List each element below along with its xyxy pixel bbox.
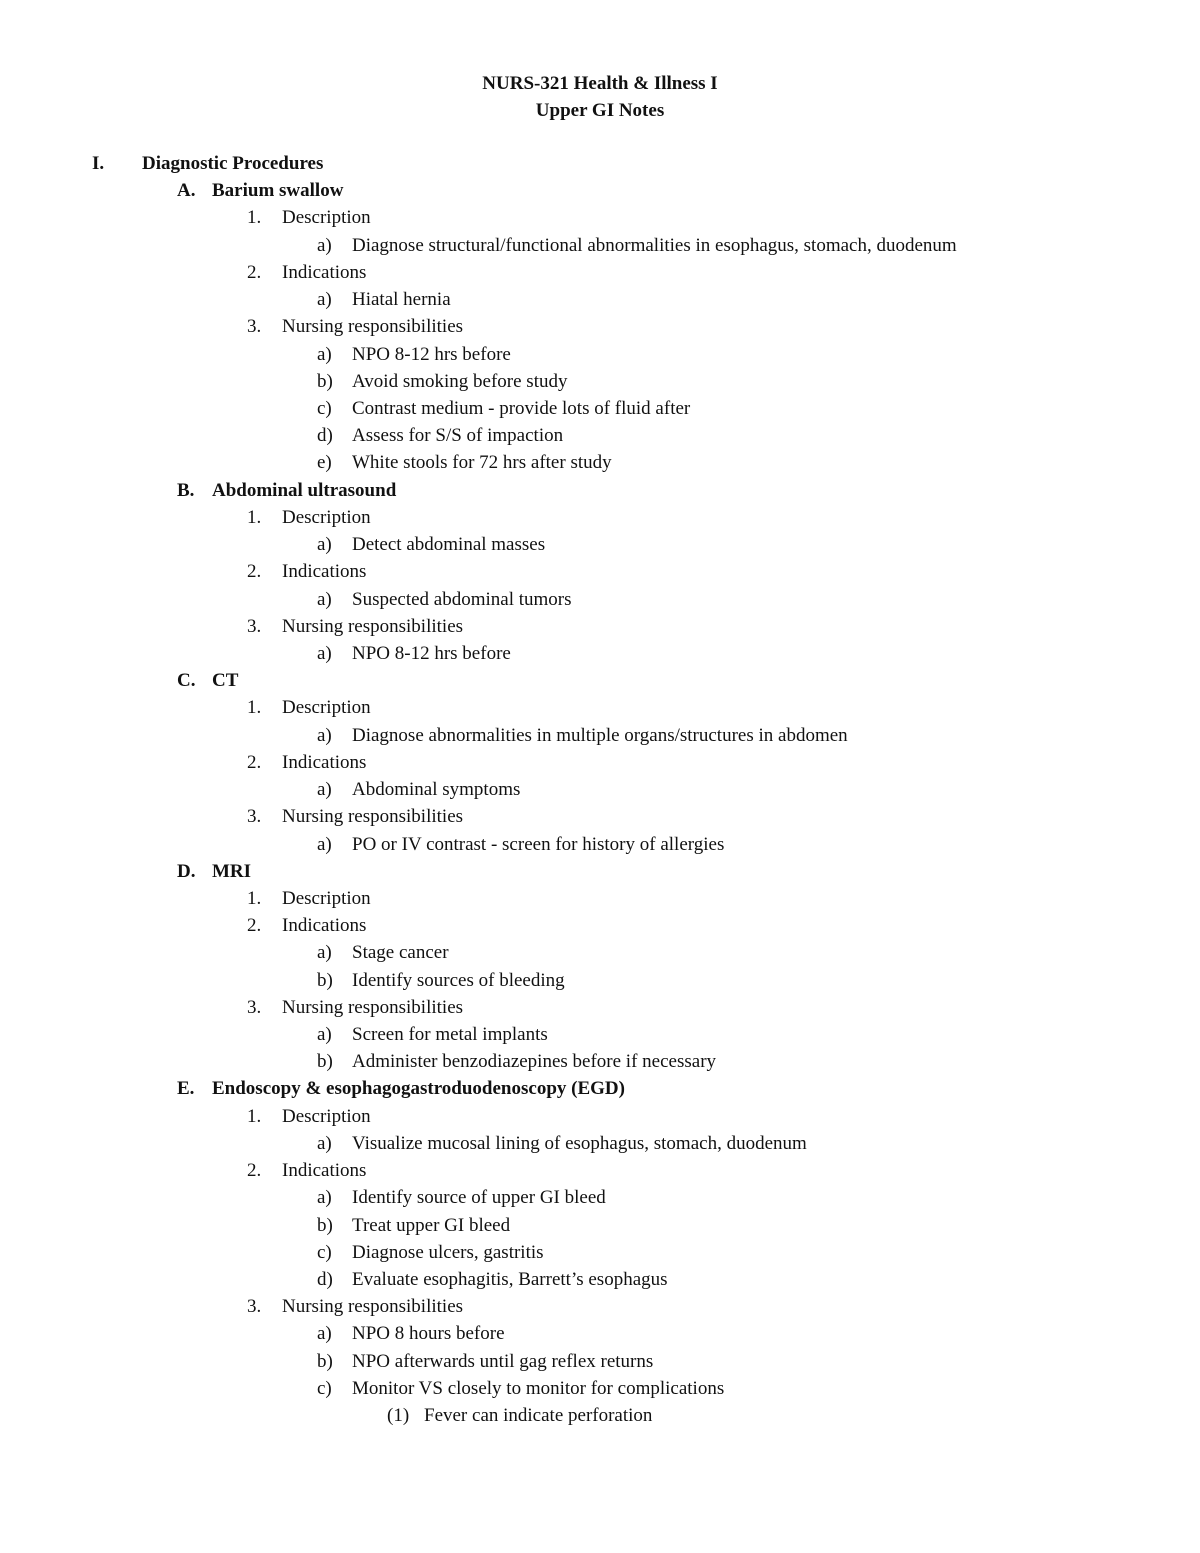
outline-subitem-marker: b): [317, 970, 333, 991]
outline-item-text: Indications: [282, 752, 367, 773]
outline-subitem-marker: a): [317, 1133, 332, 1154]
outline-subitem-text: Avoid smoking before study: [352, 371, 568, 392]
outline-subitem-marker: c): [317, 398, 332, 419]
outline-subitem-text: NPO 8 hours before: [352, 1323, 505, 1344]
outline-subsection-text: Endoscopy & esophagogastroduodenoscopy (EGD): [212, 1078, 625, 1099]
outline-subitem-text: Visualize mucosal lining of esophagus, stomach, duodenum: [352, 1133, 807, 1154]
outline-subitem-marker: e): [317, 452, 332, 473]
outline-subitem-text: Stage cancer: [352, 942, 449, 963]
outline-subitem-marker: a): [317, 942, 332, 963]
outline-subsection-marker: B.: [177, 480, 195, 501]
outline-subitem-marker: a): [317, 235, 332, 256]
outline-item-marker: 2.: [247, 915, 262, 936]
outline-subitem-marker: a): [317, 1323, 332, 1344]
outline-item-marker: 3.: [247, 997, 262, 1018]
outline-item-marker: 1.: [247, 507, 262, 528]
outline-subsection-text: CT: [212, 670, 239, 691]
outline-subitem-text: NPO 8-12 hrs before: [352, 344, 511, 365]
outline-item-text: Indications: [282, 1160, 367, 1181]
outline-subitem-marker: a): [317, 344, 332, 365]
outline-subitem-marker: c): [317, 1242, 332, 1263]
outline-subitem-marker: a): [317, 289, 332, 310]
outline-subitem-marker: a): [317, 1024, 332, 1045]
outline-subitem-text: Diagnose ulcers, gastritis: [352, 1242, 544, 1263]
outline-item-text: Description: [282, 888, 371, 909]
outline-subitem-marker: b): [317, 1051, 333, 1072]
outline-detail-marker: (1): [387, 1405, 410, 1426]
outline-item-marker: 3.: [247, 1296, 262, 1317]
outline-subitem-marker: a): [317, 779, 332, 800]
outline-item-marker: 3.: [247, 806, 262, 827]
outline-item-text: Description: [282, 1106, 371, 1127]
outline-item-marker: 2.: [247, 752, 262, 773]
outline-subitem-marker: a): [317, 589, 332, 610]
outline-item-text: Nursing responsibilities: [282, 616, 464, 637]
outline-subitem-text: Hiatal hernia: [352, 289, 451, 310]
outline-item-marker: 2.: [247, 561, 262, 582]
outline-subitem-marker: b): [317, 371, 333, 392]
outline-detail-text: Fever can indicate perforation: [424, 1405, 653, 1426]
outline-subitem-text: NPO 8-12 hrs before: [352, 643, 511, 664]
outline-item-marker: 3.: [247, 616, 262, 637]
outline-subsection-text: Abdominal ultrasound: [212, 480, 397, 501]
outline-subitem-text: Treat upper GI bleed: [352, 1215, 511, 1236]
outline-subitem-text: Assess for S/S of impaction: [352, 425, 564, 446]
outline-subitem-marker: c): [317, 1378, 332, 1399]
outline-subitem-text: Suspected abdominal tumors: [352, 589, 572, 610]
outline-subitem-text: NPO afterwards until gag reflex returns: [352, 1351, 654, 1372]
document-title: NURS-321 Health & Illness I: [482, 73, 718, 94]
outline-subitem-text: Diagnose structural/functional abnormalities in esophagus, stomach, duodenum: [352, 235, 957, 256]
document-subtitle: Upper GI Notes: [535, 100, 665, 121]
outline-item-text: Nursing responsibilities: [282, 1296, 464, 1317]
outline-subitem-marker: a): [317, 725, 332, 746]
outline-item-marker: 2.: [247, 1160, 262, 1181]
outline-item-text: Nursing responsibilities: [282, 806, 464, 827]
outline-subsection-marker: E.: [177, 1078, 195, 1099]
outline-subitem-text: Evaluate esophagitis, Barrett’s esophagus: [352, 1269, 668, 1290]
outline-subitem-text: Detect abdominal masses: [352, 534, 546, 555]
outline-section-marker: I.: [92, 153, 105, 174]
outline-subitem-text: White stools for 72 hrs after study: [352, 452, 612, 473]
outline-subitem-marker: a): [317, 1187, 332, 1208]
outline-subsection-text: MRI: [212, 861, 252, 882]
outline-subsection-text: Barium swallow: [212, 180, 344, 201]
outline-subitem-text: Identify sources of bleeding: [352, 970, 565, 991]
outline-subitem-text: Contrast medium - provide lots of fluid after: [352, 398, 691, 419]
outline-item-marker: 1.: [247, 207, 262, 228]
outline-subitem-text: Monitor VS closely to monitor for complications: [352, 1378, 725, 1399]
outline-subsection-marker: C.: [177, 670, 196, 691]
outline-item-text: Indications: [282, 915, 367, 936]
outline-item-text: Description: [282, 207, 371, 228]
outline-subitem-text: Identify source of upper GI bleed: [352, 1187, 606, 1208]
outline-subsection-marker: A.: [177, 180, 196, 201]
outline-item-text: Nursing responsibilities: [282, 316, 464, 337]
outline-subitem-marker: a): [317, 534, 332, 555]
outline-item-text: Indications: [282, 262, 367, 283]
outline-subitem-marker: a): [317, 834, 332, 855]
outline-item-marker: 2.: [247, 262, 262, 283]
outline-subitem-text: PO or IV contrast - screen for history of allergies: [352, 834, 725, 855]
outline-item-text: Indications: [282, 561, 367, 582]
outline-subsection-marker: D.: [177, 861, 196, 882]
outline-subitem-text: Abdominal symptoms: [352, 779, 521, 800]
outline-item-marker: 3.: [247, 316, 262, 337]
outline-item-text: Description: [282, 697, 371, 718]
outline-section-text: Diagnostic Procedures: [142, 153, 324, 174]
outline-subitem-text: Screen for metal implants: [352, 1024, 548, 1045]
outline-item-marker: 1.: [247, 888, 262, 909]
outline-subitem-marker: d): [317, 1269, 333, 1290]
outline-item-marker: 1.: [247, 697, 262, 718]
outline-item-marker: 1.: [247, 1106, 262, 1127]
outline-subitem-text: Diagnose abnormalities in multiple organs/structures in abdomen: [352, 725, 848, 746]
outline-subitem-marker: b): [317, 1215, 333, 1236]
outline-subitem-text: Administer benzodiazepines before if necessary: [352, 1051, 717, 1072]
outline-item-text: Nursing responsibilities: [282, 997, 464, 1018]
outline-subitem-marker: b): [317, 1351, 333, 1372]
outline-subitem-marker: d): [317, 425, 333, 446]
outline-subitem-marker: a): [317, 643, 332, 664]
outline-item-text: Description: [282, 507, 371, 528]
